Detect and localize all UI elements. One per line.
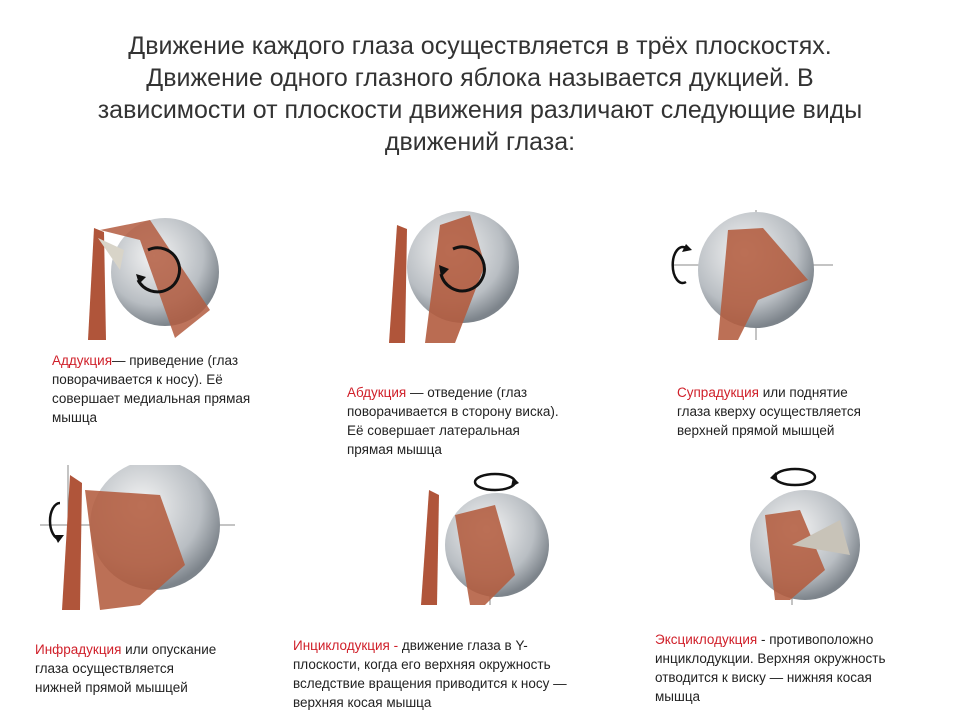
excycloduction-caption xyxy=(655,630,945,706)
caption-line: глаза кверху осуществляется xyxy=(677,404,861,419)
caption-line: отводится к виску — нижняя косая xyxy=(655,670,872,685)
caption-line: Её совершает латеральная xyxy=(347,423,520,438)
caption-line: совершает медиальная прямая xyxy=(52,391,251,406)
title-line: Движение одного глазного яблока называется дукцией. В xyxy=(146,64,814,92)
caption-line: - противоположно xyxy=(757,632,874,647)
title-line: движений глаза: xyxy=(384,128,576,156)
adduction-caption xyxy=(52,351,302,427)
caption-line: инциклодукции. Верхняя окружность xyxy=(655,651,886,666)
title-line: Движение каждого глаза осуществляется в трёх плоскостях. xyxy=(128,32,832,60)
abduction-illustration xyxy=(385,205,525,345)
caption-line: верхняя косая мышца xyxy=(293,695,432,710)
caption-line: движение глаза в Y- xyxy=(398,638,528,653)
incycloduction-illustration xyxy=(415,465,555,605)
caption-line: или опускание xyxy=(121,642,217,657)
supraduction-illustration xyxy=(668,210,838,340)
adduction-term: Аддукция xyxy=(52,353,112,368)
caption-line: мышца xyxy=(655,689,701,704)
caption-line: мышца xyxy=(52,410,98,425)
caption-line: глаза осуществляется xyxy=(35,661,174,676)
caption-line: — приведение (глаз xyxy=(112,353,239,368)
caption-line: вследствие вращения приводится к носу — xyxy=(293,676,567,691)
supraduction-term: Супрадукция xyxy=(677,385,759,400)
excycloduction-term: Эксциклодукция xyxy=(655,632,758,647)
incycloduction-caption xyxy=(293,636,613,712)
slide-title xyxy=(40,30,920,158)
caption-line: — отведение (глаз xyxy=(406,385,528,400)
abduction-caption xyxy=(347,383,617,459)
excycloduction-illustration xyxy=(730,460,880,605)
caption-line: или поднятие xyxy=(758,385,848,400)
title-line: зависимости от плоскости движения различают следующие виды xyxy=(97,96,863,124)
caption-line: поворачивается к носу). Её xyxy=(52,372,223,387)
infraduction-caption xyxy=(35,640,275,697)
infraduction-term: Инфрадукция xyxy=(35,642,122,657)
caption-line: нижней прямой мышцей xyxy=(35,680,188,695)
caption-line: плоскости, когда его верхняя окружность xyxy=(293,657,551,672)
abduction-term: Абдукция xyxy=(347,385,407,400)
caption-line: верхней прямой мышцей xyxy=(677,423,835,438)
infraduction-illustration xyxy=(40,465,235,610)
supraduction-caption xyxy=(677,383,937,440)
caption-line: прямая мышца xyxy=(347,442,442,457)
incycloduction-term: Инциклодукция - xyxy=(293,638,399,653)
adduction-illustration xyxy=(80,210,220,345)
caption-line: поворачивается в сторону виска). xyxy=(347,404,559,419)
